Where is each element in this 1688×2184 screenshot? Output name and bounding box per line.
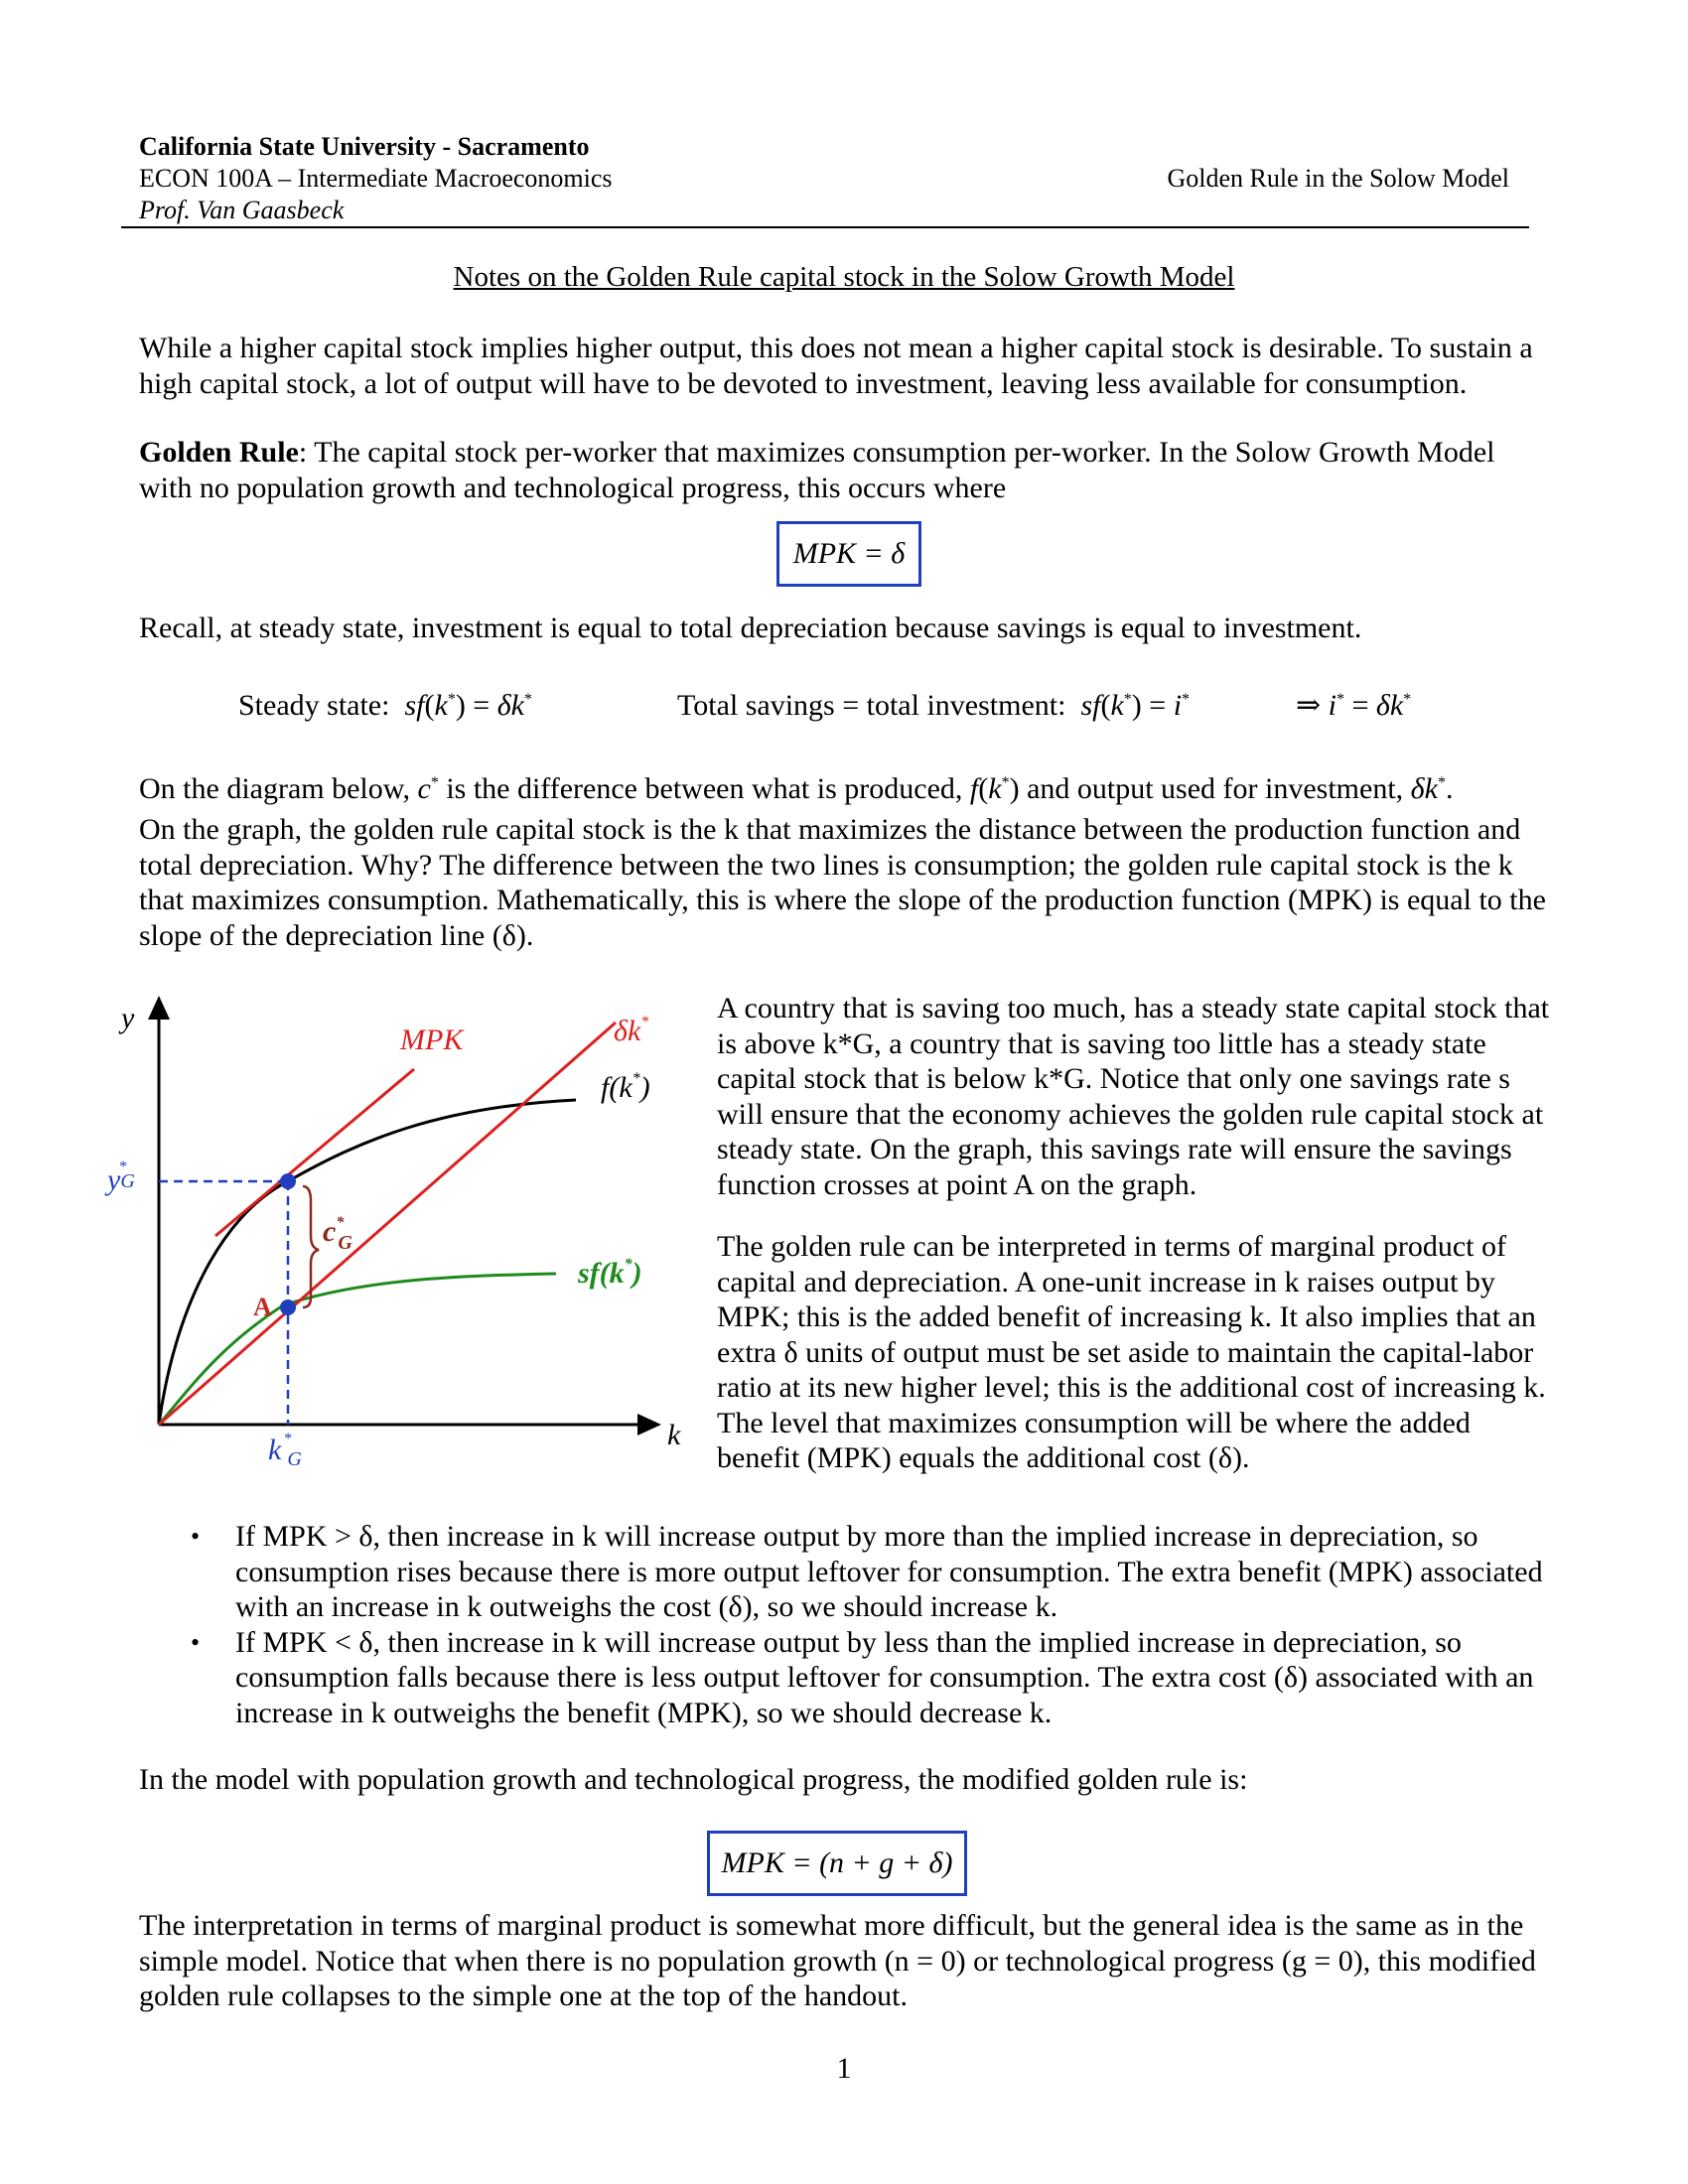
equation-mpk-delta: MPK = δ xyxy=(792,537,906,570)
golden-rule-text: : The capital stock per-worker that maximizes consumption per-worker. In the Solow Growth Model with no population growth and technological progress, this occurs where xyxy=(139,436,1495,504)
y-axis-label: y xyxy=(121,1002,135,1034)
recall-paragraph: Recall, at steady state, investment is equal to total depreciation because savings is equal to investment. xyxy=(139,612,1362,644)
mpk-label: MPK xyxy=(400,1024,464,1056)
diagram-text-c: and output used for investment, xyxy=(1019,772,1411,805)
production-curve xyxy=(159,1100,576,1425)
bullet-mpk-greater: • If MPK > δ, then increase in k will increase output by more than the implied increase in depreciation, so consumption rises because there is more output leftover for consumption. The extra benefit (MPK) associated with an increase in k outweighs the cost (δ), so we should increase k. xyxy=(191,1519,1551,1625)
consumption-brace xyxy=(303,1186,319,1307)
savings-label xyxy=(577,1256,642,1290)
header-rule xyxy=(121,226,1529,228)
diagram-explanation: On the graph, the golden rule capital stock is the k that maximizes the distance between the production function and total depreciation. Why? The difference between the two lines is consumption; the golden rule capital stock is the k that maximizes consumption. Mathematically, this is where the slope of the production function (MPK) is equal to the slope of the depreciation line (δ). xyxy=(139,813,1546,952)
steady-state-label: Steady state: xyxy=(238,689,390,722)
closing-paragraph: The interpretation in terms of marginal product is somewhat more difficult, but the general idea is the same as in the simple model. Notice that when there is no population growth (n = 0) or technological progress (g = 0), this modified golden rule collapses to the simple one at the top of the handout. xyxy=(139,1909,1536,2012)
page-title: Notes on the Golden Rule capital stock in the Solow Growth Model xyxy=(453,261,1235,293)
intro-paragraph: While a higher capital stock implies higher output, this does not mean a higher capital stock is desirable. To sustain a high capital stock, a lot of output will have to be devoted to investment, leaving less available for consumption. xyxy=(139,332,1533,400)
implication-equation: ⇒ i* = δk* xyxy=(1296,689,1412,722)
golden-rule-graph xyxy=(99,988,695,1484)
golden-rule-point xyxy=(280,1173,296,1189)
right-column-paragraph-1: A country that is saving too much, has a steady state capital stock that is above k*G, a country that is saving too little has a steady state capital stock that is below k*G. Notice that only one savings rate s will ensure that the economy achieves the golden rule capital stock at steady state. On the graph, this savings rate will ensure the savings function crosses at point A on the graph. xyxy=(717,992,1550,1201)
equation-modified: MPK = (n + g + δ) xyxy=(721,1846,953,1879)
savings-investment-equation: Total savings = total investment: sf(k*) = i* xyxy=(677,689,1191,722)
header-university: California State University - Sacramento xyxy=(139,132,590,161)
kg-label: k * G xyxy=(268,1431,302,1470)
mpk-tangent-line xyxy=(215,1069,414,1236)
production-label-paren: ) xyxy=(639,1071,650,1104)
right-column-paragraph-2: The golden rule can be interpreted in terms of marginal product of capital and depreciation. A one-unit increase in k raises output by MPK; this is the added benefit of increasing k. It also implies that an extra δ units of output must be set aside to maintain the capital-labor ratio at its new higher level; this is the additional cost of increasing k. The level that maximizes consumption will be where the added benefit (MPK) equals the additional cost (δ). xyxy=(717,1230,1546,1474)
header-topic: Golden Rule in the Solow Model xyxy=(1167,164,1509,193)
depreciation-label xyxy=(614,1014,648,1047)
point-a-label: A xyxy=(253,1293,272,1321)
header-professor: Prof. Van Gaasbeck xyxy=(139,196,345,224)
savings-label-paren: ) xyxy=(632,1257,642,1290)
yg-label: y* G xyxy=(107,1159,135,1196)
equation-box-mpk-delta xyxy=(776,521,921,587)
point-a-dot xyxy=(280,1299,296,1315)
depreciation-label-text: δk xyxy=(614,1015,641,1047)
production-label-text: f(k xyxy=(601,1071,633,1104)
depreciation-line xyxy=(159,1023,616,1425)
savings-label-star: * xyxy=(624,1256,633,1273)
diagram-text-b: is the difference between what is produced, xyxy=(438,772,970,805)
savings-curve xyxy=(159,1274,556,1425)
header-course: ECON 100A – Intermediate Macroeconomics xyxy=(139,164,613,193)
steady-state-equation: Steady state: sf(k*) = δk* xyxy=(238,689,532,722)
savings-label-text: sf(k xyxy=(578,1257,625,1290)
page-number: 1 xyxy=(836,2052,852,2085)
x-axis-arrow xyxy=(637,1414,661,1435)
modified-rule-paragraph: In the model with population growth and technological progress, the modified golden rule is: xyxy=(139,1763,1248,1796)
x-axis-label: k xyxy=(667,1419,681,1451)
diagram-explanation-line1: On the diagram below, c* is the difference between what is produced, f(k*) and output used for investment, δk*. xyxy=(139,772,1454,805)
golden-rule-paragraph xyxy=(139,435,1549,505)
mpk-bullet-list xyxy=(191,1519,1551,1730)
production-label-star: * xyxy=(632,1070,640,1087)
savings-investment-label: Total savings = total investment: xyxy=(677,689,1066,722)
production-label xyxy=(601,1070,650,1104)
diagram-text-a: On the diagram below, xyxy=(139,772,418,805)
y-axis-arrow xyxy=(148,996,170,1020)
equation-box-modified xyxy=(707,1831,967,1896)
golden-rule-label: Golden Rule xyxy=(139,436,299,469)
cg-label: c* G xyxy=(323,1214,352,1254)
bullet-mpk-less: • If MPK < δ, then increase in k will increase output by less than the implied increase in depreciation, so consumption falls because there is less output leftover for consumption. The extra cost (δ) associated with an increase in k outweighs the benefit (MPK), so we should decrease k. xyxy=(191,1625,1551,1731)
depreciation-label-star: * xyxy=(640,1014,649,1030)
